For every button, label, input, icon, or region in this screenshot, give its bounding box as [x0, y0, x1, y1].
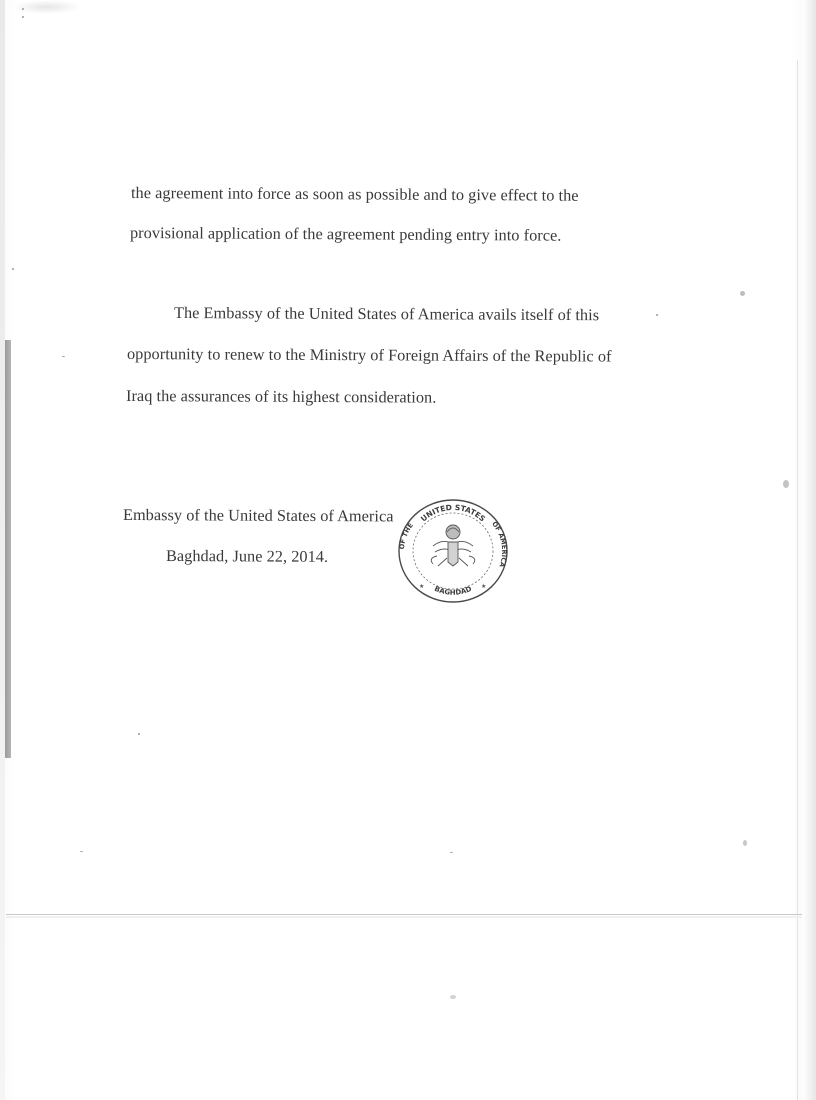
scan-speck	[450, 995, 456, 999]
scan-speck	[656, 314, 658, 316]
paragraph-2-line-1: The Embassy of the United States of America avails itself of this	[173, 303, 600, 325]
scan-speck	[80, 851, 83, 852]
scan-speck	[450, 852, 453, 853]
scan-shadow-bar	[5, 340, 11, 758]
place-date-line: Baghdad, June 22, 2014.	[165, 546, 329, 566]
seal-top-text: UNITED STATES	[418, 502, 488, 524]
page-fold-line	[6, 914, 802, 915]
scan-speck	[22, 8, 24, 10]
top-smudge	[12, 0, 82, 14]
svg-text:★: ★	[481, 583, 487, 590]
svg-text:★: ★	[419, 583, 425, 590]
seal-left-text: OF THE	[397, 521, 415, 550]
scan-speck	[740, 291, 745, 296]
right-page-edge	[802, 0, 816, 1100]
paragraph-2-line-3: Iraq the assurances of its highest consideration.	[125, 386, 437, 407]
scan-speck	[62, 356, 65, 357]
scan-speck	[12, 268, 14, 270]
seal-right-text: OF AMERICA	[490, 520, 509, 569]
right-crease	[797, 60, 798, 1100]
sender-line: Embassy of the United States of America	[122, 505, 394, 526]
embassy-seal-stamp	[393, 494, 513, 608]
seal-svg	[393, 494, 513, 608]
paragraph-1-line-1: the agreement into force as soon as possible and to give effect to the	[130, 183, 579, 205]
paragraph-1-line-2: provisional application of the agreement pending entry into force.	[129, 223, 562, 245]
seal-eagle-emblem	[431, 525, 475, 566]
paragraph-2-line-2: opportunity to renew to the Ministry of Foreign Affairs of the Republic of	[126, 344, 612, 366]
scan-speck	[783, 480, 789, 488]
page-fold-shadow	[6, 916, 802, 918]
scan-speck	[743, 840, 747, 846]
seal-bottom-text: BAGHDAD	[433, 584, 473, 597]
scan-speck	[22, 16, 24, 18]
scan-speck	[138, 733, 140, 735]
